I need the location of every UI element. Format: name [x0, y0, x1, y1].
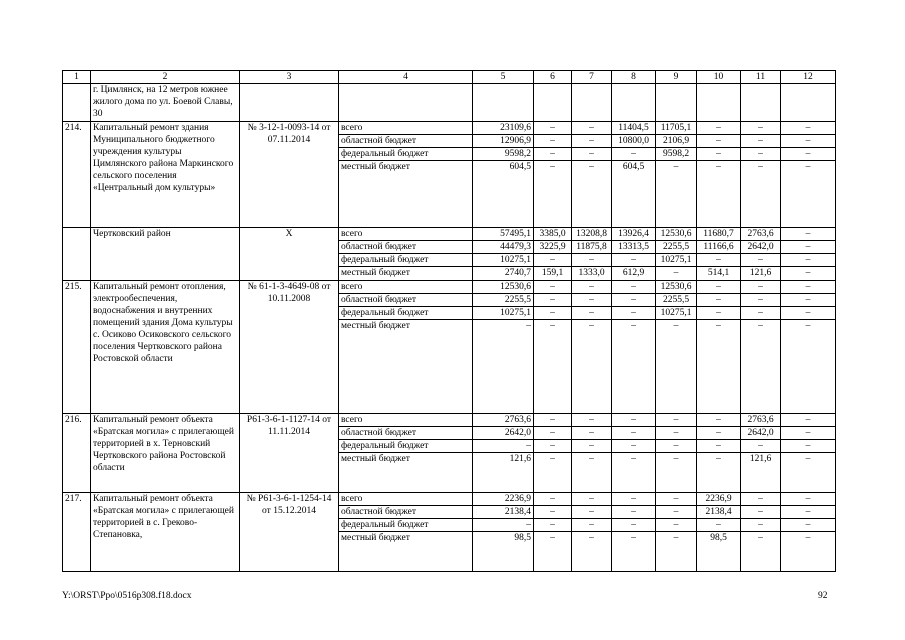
amount-cell: 10275,1 [656, 254, 697, 267]
amount-cell: – [572, 427, 612, 440]
row-number [63, 84, 91, 122]
object-name: г. Цимлянск, на 12 метров южнее жилого дома по ул. Боевой Славы, 30 [91, 84, 240, 122]
amount-cell: – [534, 440, 572, 453]
amount-cell: – [781, 148, 836, 161]
amount-cell: – [534, 135, 572, 148]
amount-total-cell: – [473, 440, 534, 453]
amount-cell: – [697, 453, 741, 493]
header-cell: 9 [656, 71, 697, 84]
budget-label: местный бюджет [339, 453, 473, 493]
amount-cell: 121,6 [741, 453, 781, 493]
amount-total-cell: 23109,6 [473, 122, 534, 135]
amount-cell: – [741, 294, 781, 307]
budget-label: федеральный бюджет [339, 519, 473, 532]
budget-label: местный бюджет [339, 532, 473, 572]
amount-cell: – [741, 493, 781, 506]
amount-cell: – [781, 427, 836, 440]
amount-cell: – [781, 267, 836, 281]
amount-cell: 13926,4 [612, 228, 656, 241]
object-name: Чертковский район [91, 228, 240, 281]
header-cell: 1 [63, 71, 91, 84]
amount-cell: – [741, 135, 781, 148]
amount-cell: – [572, 294, 612, 307]
amount-cell: 11680,7 [697, 228, 741, 241]
amount-cell: – [612, 254, 656, 267]
document-number: № Р61-3-6-1-1254-14 от 15.12.2014 [240, 493, 339, 572]
amount-cell: 9598,2 [656, 148, 697, 161]
object-name: Капитальный ремонт отопления, электрообеспечения, водоснабжения и внутренних помещений здания Дома культуры с. Осиково Осиковского сельского поселения Чертковского района Ростовской области [91, 281, 240, 414]
amount-cell: 11166,6 [697, 241, 741, 254]
document-number: № 61-1-3-4649-08 от 10.11.2008 [240, 281, 339, 414]
amount-cell: 159,1 [534, 267, 572, 281]
amount-cell: – [697, 148, 741, 161]
budget-label: федеральный бюджет [339, 254, 473, 267]
header-cell: 4 [339, 71, 473, 84]
budget-label: местный бюджет [339, 161, 473, 228]
amount-cell: – [572, 519, 612, 532]
amount-cell: – [697, 281, 741, 294]
amount-cell: – [656, 506, 697, 519]
amount-cell: 2138,4 [697, 506, 741, 519]
amount-cell: – [781, 294, 836, 307]
amount-cell: – [656, 161, 697, 228]
amount-cell: – [534, 254, 572, 267]
amount-cell: 12530,6 [656, 228, 697, 241]
amount-cell: – [534, 122, 572, 135]
amount-cell: – [781, 307, 836, 320]
amount-cell: 2763,6 [741, 414, 781, 427]
row-number: 216. [63, 414, 91, 493]
amount-cell: – [741, 148, 781, 161]
header-cell: 7 [572, 71, 612, 84]
amount-cell: – [534, 281, 572, 294]
amount-cell: – [781, 228, 836, 241]
amount-cell: – [572, 281, 612, 294]
amount-cell: – [534, 453, 572, 493]
amount-cell: – [781, 453, 836, 493]
budget-label: федеральный бюджет [339, 307, 473, 320]
budget-label: всего [339, 493, 473, 506]
continuation-row [63, 84, 836, 122]
amount-cell: 3225,9 [534, 241, 572, 254]
amount-cell: – [741, 254, 781, 267]
amount-total-cell: 2236,9 [473, 493, 534, 506]
amount-total-cell: 10275,1 [473, 254, 534, 267]
amount-cell: – [612, 532, 656, 572]
budget-label: областной бюджет [339, 294, 473, 307]
amount-cell: – [781, 414, 836, 427]
amount-cell: – [612, 493, 656, 506]
table-row [63, 228, 836, 241]
row-number [63, 228, 91, 281]
amount-cell: 13208,8 [572, 228, 612, 241]
amount-cell: – [697, 427, 741, 440]
amount-cell: – [781, 254, 836, 267]
amount-cell: – [612, 506, 656, 519]
amount-cell: – [697, 519, 741, 532]
amount-cell: 612,9 [612, 267, 656, 281]
amount-cell: – [741, 161, 781, 228]
amount-cell: – [572, 254, 612, 267]
amount-total-cell: 57495,1 [473, 228, 534, 241]
amount-cell: – [697, 294, 741, 307]
table-row [63, 122, 836, 135]
amount-cell: 10275,1 [656, 307, 697, 320]
amount-cell: – [781, 320, 836, 414]
amount-total-cell: – [473, 519, 534, 532]
budget-label: областной бюджет [339, 427, 473, 440]
amount-cell: – [572, 453, 612, 493]
amount-cell: – [697, 307, 741, 320]
amount-cell: – [697, 414, 741, 427]
document-number: № 3-12-1-0093-14 от 07.11.2014 [240, 122, 339, 228]
amount-cell: – [572, 307, 612, 320]
amount-cell: – [781, 241, 836, 254]
amount-cell: – [572, 320, 612, 414]
amount-cell: – [741, 532, 781, 572]
amount-cell: – [572, 440, 612, 453]
amount-cell: 2642,0 [741, 241, 781, 254]
amount-cell: – [572, 161, 612, 228]
amount-total-cell: 12530,6 [473, 281, 534, 294]
amount-cell: 2255,5 [656, 241, 697, 254]
amount-total-cell: 98,5 [473, 532, 534, 572]
amount-cell: – [697, 122, 741, 135]
budget-label: местный бюджет [339, 320, 473, 414]
budget-label: всего [339, 281, 473, 294]
header-row [63, 71, 836, 84]
amount-cell: – [656, 267, 697, 281]
amount-cell: 12530,6 [656, 281, 697, 294]
amount-cell: – [781, 506, 836, 519]
amount-total-cell: 2740,7 [473, 267, 534, 281]
amount-cell: – [656, 493, 697, 506]
amount-cell: 2236,9 [697, 493, 741, 506]
amount-cell: 11875,8 [572, 241, 612, 254]
amount-cell: – [656, 519, 697, 532]
amount-cell: – [612, 307, 656, 320]
amount-cell: 1333,0 [572, 267, 612, 281]
amount-cell: 10800,0 [612, 135, 656, 148]
amount-cell: – [781, 281, 836, 294]
amount-cell: – [697, 135, 741, 148]
budget-label: областной бюджет [339, 506, 473, 519]
amount-total-cell: 2138,4 [473, 506, 534, 519]
amount-cell: – [697, 440, 741, 453]
amount-cell: – [534, 148, 572, 161]
amount-cell: – [656, 453, 697, 493]
amount-cell: 2106,9 [656, 135, 697, 148]
header-cell: 2 [91, 71, 240, 84]
amount-cell: – [612, 427, 656, 440]
amount-cell: 2255,5 [656, 294, 697, 307]
budget-label: всего [339, 414, 473, 427]
amount-cell: – [572, 135, 612, 148]
table-row [63, 281, 836, 294]
amount-total-cell: 121,6 [473, 453, 534, 493]
amount-cell: – [612, 281, 656, 294]
amount-cell: – [612, 148, 656, 161]
amount-cell: – [612, 320, 656, 414]
budget-label: областной бюджет [339, 241, 473, 254]
row-number: 214. [63, 122, 91, 228]
amount-cell: – [534, 414, 572, 427]
budget-label: всего [339, 122, 473, 135]
row-number: 215. [63, 281, 91, 414]
amount-cell: – [741, 320, 781, 414]
object-name: Капитальный ремонт объекта «Братская могила» с прилегающей территорией в с. Греково-Степановка, [91, 493, 240, 572]
amount-cell: 514,1 [697, 267, 741, 281]
amount-cell: – [656, 320, 697, 414]
amount-cell: – [741, 440, 781, 453]
header-cell: 11 [741, 71, 781, 84]
amount-cell: – [781, 493, 836, 506]
amount-cell: – [781, 519, 836, 532]
header-cell: 5 [473, 71, 534, 84]
amount-cell: – [534, 506, 572, 519]
amount-cell: – [781, 532, 836, 572]
amount-cell: – [781, 161, 836, 228]
amount-cell: 98,5 [697, 532, 741, 572]
amount-cell: – [534, 320, 572, 414]
amount-cell: – [534, 532, 572, 572]
amount-cell: 13313,5 [612, 241, 656, 254]
header-cell: 8 [612, 71, 656, 84]
amount-total-cell: – [473, 320, 534, 414]
amount-cell: – [534, 294, 572, 307]
amount-cell: – [697, 320, 741, 414]
budget-label: областной бюджет [339, 135, 473, 148]
amount-cell: – [781, 122, 836, 135]
amount-total-cell: 12906,9 [473, 135, 534, 148]
header-cell: 3 [240, 71, 339, 84]
amount-cell: – [697, 254, 741, 267]
amount-cell: – [612, 453, 656, 493]
amount-cell: 2763,6 [741, 228, 781, 241]
file-path: Y:\ORST\Ppo\0516p308.f18.docx [62, 591, 192, 601]
object-name: Капитальный ремонт объекта «Братская могила» с прилегающей территорией в х. Терновский Чертковского района Ростовской области [91, 414, 240, 493]
budget-label: федеральный бюджет [339, 148, 473, 161]
amount-cell: – [534, 493, 572, 506]
amount-cell: – [534, 519, 572, 532]
amount-cell: – [534, 161, 572, 228]
amount-cell: – [612, 519, 656, 532]
budget-table [62, 70, 836, 572]
amount-cell: – [741, 122, 781, 135]
amount-cell: 2642,0 [741, 427, 781, 440]
budget-label: федеральный бюджет [339, 440, 473, 453]
amount-cell: 11404,5 [612, 122, 656, 135]
row-number: 217. [63, 493, 91, 572]
amount-cell: – [741, 307, 781, 320]
amount-cell: – [656, 414, 697, 427]
amount-cell: – [781, 135, 836, 148]
amount-cell: – [572, 148, 612, 161]
amount-cell: – [656, 440, 697, 453]
amount-cell: – [781, 440, 836, 453]
header-cell: 6 [534, 71, 572, 84]
amount-cell: – [656, 532, 697, 572]
header-cell: 12 [781, 71, 836, 84]
amount-total-cell: 9598,2 [473, 148, 534, 161]
table-row [63, 414, 836, 427]
header-cell: 10 [697, 71, 741, 84]
amount-total-cell: 2642,0 [473, 427, 534, 440]
amount-total-cell: 2255,5 [473, 294, 534, 307]
document-number: Р61-3-6-1-1127-14 от 11.11.2014 [240, 414, 339, 493]
amount-cell: – [572, 506, 612, 519]
amount-cell: – [572, 122, 612, 135]
object-name: Капитальный ремонт здания Муниципального бюджетного учреждения культуры Цимлянского района Маркинского сельского поселения «Центральный дом культуры» [91, 122, 240, 228]
amount-cell: – [572, 493, 612, 506]
amount-cell: – [741, 519, 781, 532]
amount-total-cell: 10275,1 [473, 307, 534, 320]
amount-cell: – [697, 161, 741, 228]
amount-cell: – [612, 414, 656, 427]
document-number: X [240, 228, 339, 281]
budget-label: всего [339, 228, 473, 241]
amount-cell: 3385,0 [534, 228, 572, 241]
budget-label: местный бюджет [339, 267, 473, 281]
amount-cell: – [741, 281, 781, 294]
amount-cell: – [572, 532, 612, 572]
amount-cell: – [534, 427, 572, 440]
amount-cell: – [656, 427, 697, 440]
amount-cell: – [612, 294, 656, 307]
amount-cell: – [612, 440, 656, 453]
amount-total-cell: 44479,3 [473, 241, 534, 254]
amount-cell: – [741, 506, 781, 519]
amount-cell: 121,6 [741, 267, 781, 281]
amount-cell: 11705,1 [656, 122, 697, 135]
amount-total-cell: 604,5 [473, 161, 534, 228]
amount-cell: 604,5 [612, 161, 656, 228]
amount-cell: – [572, 414, 612, 427]
amount-cell: – [534, 307, 572, 320]
table-row [63, 493, 836, 506]
amount-total-cell: 2763,6 [473, 414, 534, 427]
page-number: 92 [818, 591, 828, 601]
